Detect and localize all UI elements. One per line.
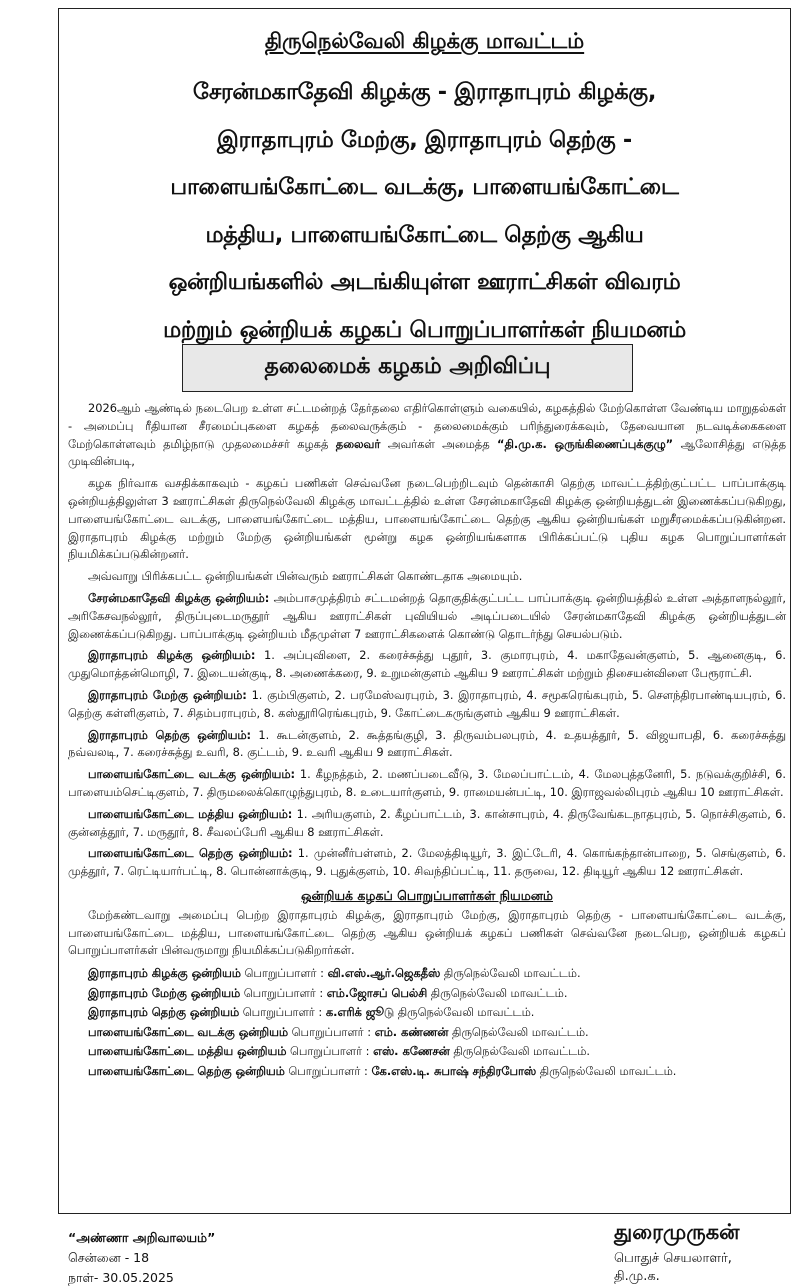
intro-paragraph: கழக நிர்வாக வசதிக்காகவும் - கழகப் பணிகள் செவ்வனே நடைபெற்றிடவும் தென்காசி தெற்கு மாவட்டத்திற்குட்பட்ட பாப்பாக்குடி ஒன்றியத்திலுள்ள 3 ஊராட்சிகள் திருநெல்வேலி கிழக்கு மாவட்டத்தில் உள்ள சேரன்மகாதேவி கிழக்கு ஒன்றியத்துடன் இணைக்கப்படுகிறது, பாளையங்கோட்டை வடக்கு, பாளையங்கோட்டை மத்திய, பாளையங்கோட்டை தெற்கு ஆகிய ஒன்றியங்கள் மறுசீரமைக்கப்படுகின்றன. இராதாபுரம் கிழக்கு மற்றும் மேற்கு ஒன்றியங்கள் மூன்று கழக ஒன்றியங்களாக பிரிக்கப்பட்டு புதிய கழக பொறுப்பாளர்கள் நியமிக்கப்படுகின்றனர். (68, 476, 786, 562)
district-title: திருநெல்வேலி கிழக்கு மாவட்டம் (264, 29, 585, 53)
appointment-line: இராதாபுரம் மேற்கு ஒன்றியம் பொறுப்பாளர் : எம்.ஜோசப் பெல்சி திருநெல்வேலி மாவட்டம். (88, 985, 568, 1000)
appointment-line: பாளையங்கோட்டை வடக்கு ஒன்றியம் பொறுப்பாளர் : எம். கண்ணன் திருநெல்வேலி மாவட்டம். (88, 1024, 589, 1039)
union-paragraph: பாளையங்கோட்டை மத்திய ஒன்றியம்: 1. அரியகுளம், 2. கீழப்பாட்டம், 3. கான்சாபுரம், 4. திருவேங்கடநாதபுரம், 5. நொச்சிகுளம், 6. குன்னத்தூர், 7. மருதூர், 8. சீவலப்பேரி ஆகிய 8 ஊராட்சிகள். (68, 806, 786, 839)
headline-line: மத்திய, பாளையங்கோட்டை தெற்கு ஆகிய (205, 221, 644, 248)
office-city: சென்னை - 18 (68, 1250, 150, 1265)
signatory-name: துரைமுருகன் (614, 1220, 740, 1244)
signatory-designation: பொதுச் செயலாளர், (614, 1251, 732, 1266)
notice-date: நாள்- 30.05.2025 (68, 1270, 174, 1285)
notice-body (68, 400, 786, 1081)
intro-paragraph: அவ்வாறு பிரிக்கபட்ட ஒன்றியங்கள் பின்வரும் ஊராட்சிகள் கொண்டதாக அமையும். (88, 569, 523, 584)
headquarters-banner: தலைமைக் கழகம் அறிவிப்பு (182, 344, 633, 392)
appointment-line: இராதாபுரம் கிழக்கு ஒன்றியம் பொறுப்பாளர் : வி.எஸ்.ஆர்.ஜெகதீஸ் திருநெல்வேலி மாவட்டம். (88, 966, 581, 981)
headline-line: பாளையங்கோட்டை வடக்கு, பாளையங்கோட்டை (170, 174, 679, 200)
intro-paragraph: 2026ஆம் ஆண்டில் நடைபெற உள்ள சட்டமன்றத் தேர்தலை எதிர்கொள்ளும் வகையில், கழகத்தில் மேற்கொள்ள வேண்டிய மாறுதல்கள் - அமைப்பு ரீதியான சீரமைப்புகளை கழகத் தலைவருக்கும் - தலைமைக்கும் பரிந்துரைக்கவும், தேவையான நடவடிக்கைகளை மேற்கொள்ளவும் தமிழ்நாடு முதலமைச்சர் கழகத் தலைவர் அவர்கள் அமைத்த “தி.மு.க. ஒருங்கிணைப்புக்குழு” ஆலோசித்து எடுத்த முடிவின்படி, (68, 401, 786, 469)
headline-line: இராதாபுரம் மேற்கு, இராதாபுரம் தெற்கு - (217, 126, 632, 153)
union-paragraph: பாளையங்கோட்டை வடக்கு ஒன்றியம்: 1. கீழநத்தம், 2. மணப்படைவீடு, 3. மேலப்பாட்டம், 4. மேலபுத்தனேரி, 5. நடுவக்குறிச்சி, 6. பாளையம்செட்டிகுளம், 7. திருமலைக்கொழுந்துபுரம், 8. உடையார்குளம், 9. ராமையன்பட்டி, 10. இராஜவல்லிபுரம் ஆகிய 10 ஊராட்சிகள். (68, 767, 786, 799)
appointment-line: பாளையங்கோட்டை மத்திய ஒன்றியம் பொறுப்பாளர் : எஸ். கணேசன் திருநெல்வேலி மாவட்டம். (88, 1044, 590, 1059)
office-name: “அண்ணா அறிவாலயம்” (68, 1230, 216, 1245)
headline (79, 69, 770, 354)
union-paragraph: இராதாபுரம் மேற்கு ஒன்றியம்: 1. கும்பிகுளம், 2. பரமேஸ்வரபுரம், 3. இராதாபுரம், 4. சமூகரெங்கபுரம், 5. சௌந்திரபாண்டியபுரம், 6. தெற்கு கள்ளிகுளம், 7. சிதம்பராபுரம், 8. கஸ்தூரிரெங்கபுரம், 9. கோட்டைகருங்குளம் ஆகிய 9 ஊராட்சிகள். (68, 687, 786, 720)
appointments-intro: மேற்கண்டவாறு அமைப்பு பெற்ற இராதாபுரம் கிழக்கு, இராதாபுரம் மேற்கு, இராதாபுரம் தெற்கு - பாளையங்கோட்டை வடக்கு, பாளையங்கோட்டை மத்திய, பாளையங்கோட்டை தெற்கு ஆகிய ஒன்றியக் கழகப் பணிகள் செவ்வனே நடைபெற, ஒன்றியக் கழகப் பொறுப்பாளர்கள் பின்வருமாறு நியமிக்கப்படுகிறார்கள். (68, 907, 786, 958)
signature-block (614, 1220, 740, 1284)
union-paragraph: இராதாபுரம் தெற்கு ஒன்றியம்: 1. கூடன்குளம், 2. கூத்தங்குழி, 3. திருவம்பலபுரம், 4. உதயத்தூர், 5. விஜயாபதி, 6. கரைச்சுத்து நவ்வலடி, 7. கரைச்சுத்து உவரி, 8. குட்டம், 9. உவரி ஆகிய 9 ஊராட்சிகள். (68, 727, 786, 760)
headline-line: ஒன்றியங்களில் அடங்கியுள்ள ஊராட்சிகள் விவரம் (168, 269, 681, 295)
appointment-line: பாளையங்கோட்டை தெற்கு ஒன்றியம் பொறுப்பாளர் : கே.எஸ்.டி. சுபாஷ் சந்திரபோஸ் திருநெல்வேலி மாவட்டம். (88, 1063, 677, 1078)
union-paragraph: இராதாபுரம் கிழக்கு ஒன்றியம்: 1. அப்புவிளை, 2. கரைச்சுத்து புதூர், 3. குமாரபுரம், 4. மகாதேவன்குளம், 5. ஆனைகுடி, 6. முதுமொத்தன்மொழி, 7. இடையன்குடி, 8. அணைக்கரை, 9. உறுமன்குளம் ஆகிய 9 ஊராட்சிகள் மற்றும் திசையன்விளை பேரூராட்சி. (68, 648, 787, 681)
office-address (68, 1228, 215, 1288)
appointment-line: இராதாபுரம் தெற்கு ஒன்றியம் பொறுப்பாளர் : க.எரிக் ஜூடு திருநெல்வேலி மாவட்டம். (88, 1005, 535, 1020)
union-paragraph: பாளையங்கோட்டை தெற்கு ஒன்றியம்: 1. முன்னீர்பள்ளம், 2. மேலத்திடியூர், 3. இட்டேரி, 4. கொங்கந்தான்பாறை, 5. செங்குளம், 6. முத்தூர், 7. ரெட்டியார்பட்டி, 8. பொன்னாக்குடி, 9. புதுக்குளம், 10. சிவந்திப்பட்டி, 11. தருவை, 12. திடியூர் ஆகிய 12 ஊராட்சிகள். (68, 846, 786, 879)
signatory-party: தி.மு.க. (614, 1269, 660, 1284)
headline-line: மற்றும் ஒன்றியக் கழகப் பொறுப்பாளர்கள் நியமனம் (163, 316, 686, 343)
union-paragraph: சேரன்மகாதேவி கிழக்கு ஒன்றியம்: அம்பாசமுத்திரம் சட்டமன்றத் தொகுதிக்குட்பட்ட பாப்பாக்குடி ஒன்றியத்தில் உள்ள அத்தாளநல்லூர், அரிகேசவநல்லூர், திருப்புடைமருதூர் ஆகிய ஊராட்சிகள் புவியியல் அடிப்படையில் சேரன்மகாதேவி கிழக்கு ஒன்றியத்துடன் இணைக்கப்படுகிறது. பாப்பாக்குடி ஒன்றியம் மீதமுள்ள 7 ஊராட்சிகளைக் கொண்டு தொடர்ந்து செயல்படும். (68, 590, 787, 641)
appointments-title: ஒன்றியக் கழகப் பொறுப்பாளர்கள் நியமனம் (300, 887, 553, 903)
headline-line: சேரன்மகாதேவி கிழக்கு - இராதாபுரம் கிழக்கு, (192, 79, 657, 105)
